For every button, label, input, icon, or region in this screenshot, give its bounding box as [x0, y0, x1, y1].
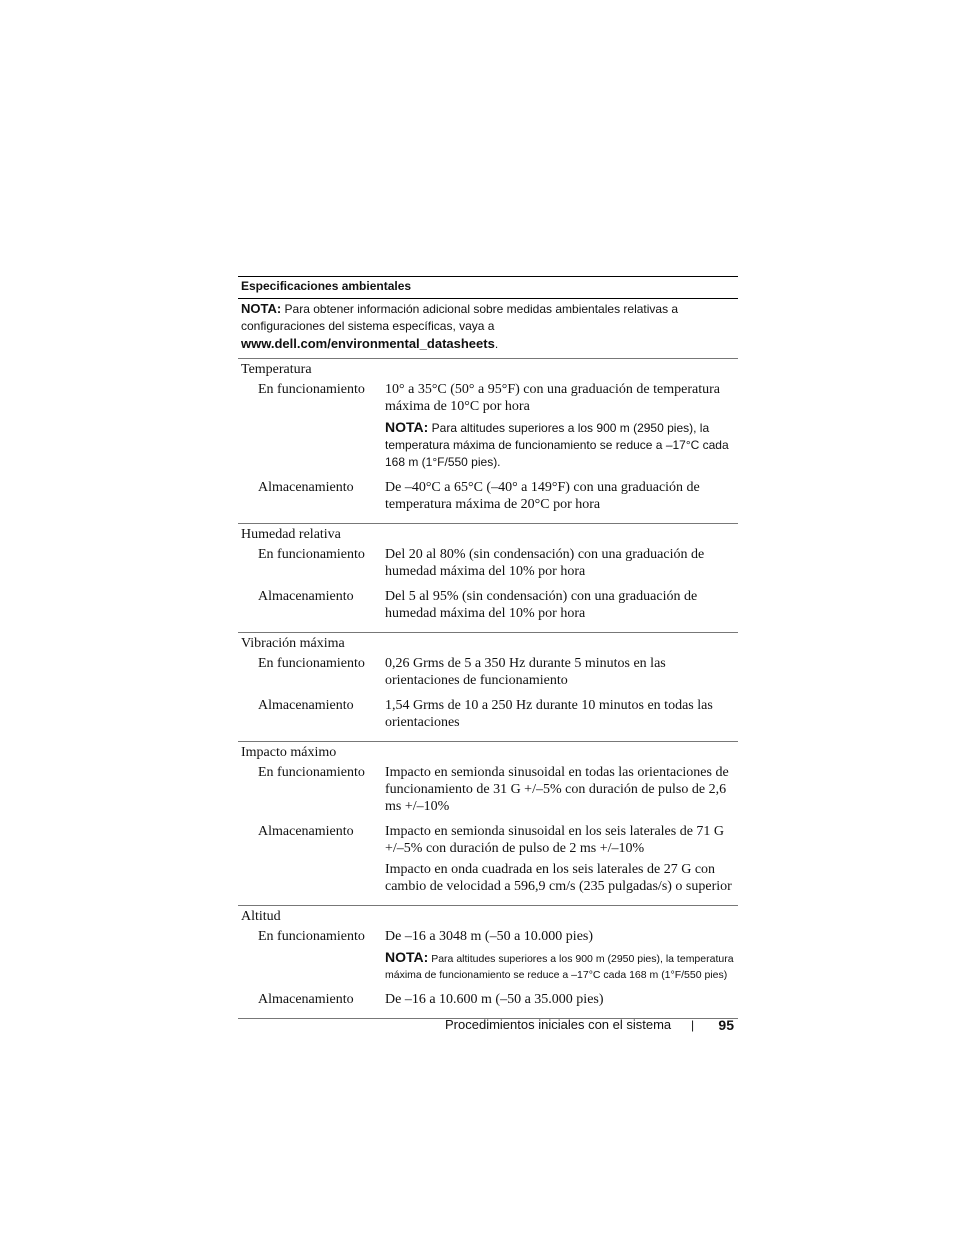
value-text: Impacto en semionda sinusoidal en todas las orientaciones de funcionamiento de 31 G +/–5% con duración de pulso de 2,6 ms +/–10%: [385, 765, 729, 814]
table-row: [238, 697, 738, 739]
note-label: NOTA:: [385, 419, 429, 435]
value-text: De –16 a 10.600 m (–50 a 35.000 pies): [385, 992, 604, 1007]
footer-separator: |: [691, 1018, 695, 1032]
row-label: Almacenamiento: [258, 992, 354, 1007]
row-note: [385, 949, 735, 983]
note-text: Para altitudes superiores a los 900 m (2950 pies), la temperatura máxima de funcionamiento se reduce a –17°C cada 168 m (1°F/550 pies).: [385, 421, 729, 469]
spec-section: [238, 906, 738, 1019]
note-text: Para altitudes superiores a los 900 m (2950 pies), la temperatura máxima de funcionamiento se reduce a –17°C cada 168 m (1°F/550 pies): [385, 953, 734, 981]
spec-section: [238, 633, 738, 742]
row-label: En funcionamiento: [258, 382, 365, 397]
row-note: [385, 419, 735, 471]
row-value: [385, 381, 735, 475]
row-value: [385, 991, 735, 1012]
row-value: [385, 823, 735, 899]
row-value: [385, 588, 735, 626]
note-text: Para obtener información adicional sobre medidas ambientales relativas a configuraciones del sistema específicas, vaya a: [241, 302, 679, 333]
table-row: [238, 546, 738, 588]
section-title: Impacto máximo: [241, 745, 337, 760]
footer-text: Procedimientos iniciales con el sistema: [445, 1017, 672, 1032]
section-title: Vibración máxima: [241, 636, 345, 651]
row-value: [385, 546, 735, 584]
row-label: Almacenamiento: [258, 698, 354, 713]
value-text: Del 5 al 95% (sin condensación) con una graduación de humedad máxima del 10% por hora: [385, 589, 698, 621]
spec-section: [238, 359, 738, 524]
sections: [238, 359, 738, 1019]
spec-section: [238, 524, 738, 633]
note-label: NOTA:: [241, 301, 282, 316]
page-footer: [445, 1015, 737, 1035]
value-text: 0,26 Grms de 5 a 350 Hz durante 5 minutos en las orientaciones de funcionamiento: [385, 656, 666, 688]
row-value: [385, 928, 735, 987]
row-value: [385, 479, 735, 517]
section-title: Altitud: [241, 909, 281, 924]
note-link[interactable]: www.dell.com/environmental_datasheets: [241, 336, 495, 351]
table-title: Especificaciones ambientales: [238, 276, 738, 299]
spec-section: [238, 742, 738, 906]
value-text: Del 20 al 80% (sin condensación) con una graduación de humedad máxima del 10% por hora: [385, 547, 705, 579]
row-label: Almacenamiento: [258, 480, 354, 495]
value-text: De –40°C a 65°C (–40° a 149°F) con una graduación de temperatura máxima de 20°C por hora: [385, 480, 700, 512]
row-label: En funcionamiento: [258, 765, 365, 780]
table-row: [238, 479, 738, 521]
table-row: [238, 381, 738, 479]
value-text: De –16 a 3048 m (–50 a 10.000 pies): [385, 929, 594, 944]
note-label: NOTA:: [385, 949, 429, 965]
row-label: Almacenamiento: [258, 824, 354, 839]
value-text: Impacto en semionda sinusoidal en los seis laterales de 71 G +/–5% con duración de pulso de 2 ms +/–10%: [385, 824, 725, 856]
page-number: 95: [718, 1017, 734, 1033]
table-row: [238, 823, 738, 903]
value-text: 1,54 Grms de 10 a 250 Hz durante 10 minutos en todas las orientaciones: [385, 698, 713, 730]
note-end: .: [494, 337, 499, 351]
top-note: [238, 299, 738, 359]
row-label: En funcionamiento: [258, 929, 365, 944]
row-label: En funcionamiento: [258, 547, 365, 562]
row-value: [385, 764, 735, 819]
value-text: 10° a 35°C (50° a 95°F) con una graduación de temperatura máxima de 10°C por hora: [385, 382, 720, 414]
table-row: [238, 655, 738, 697]
section-title: Temperatura: [241, 362, 312, 377]
table-row: [238, 588, 738, 630]
table-row: [238, 991, 738, 1016]
section-title: Humedad relativa: [241, 527, 341, 542]
table-row: [238, 928, 738, 991]
value-text: Impacto en onda cuadrada en los seis laterales de 27 G con cambio de velocidad a 596,9 cm/s (235 pulgadas/s) o superior: [385, 862, 732, 894]
spec-table: [238, 276, 738, 1019]
row-label: En funcionamiento: [258, 656, 365, 671]
row-value: [385, 697, 735, 735]
row-value: [385, 655, 735, 693]
table-row: [238, 764, 738, 823]
row-label: Almacenamiento: [258, 589, 354, 604]
